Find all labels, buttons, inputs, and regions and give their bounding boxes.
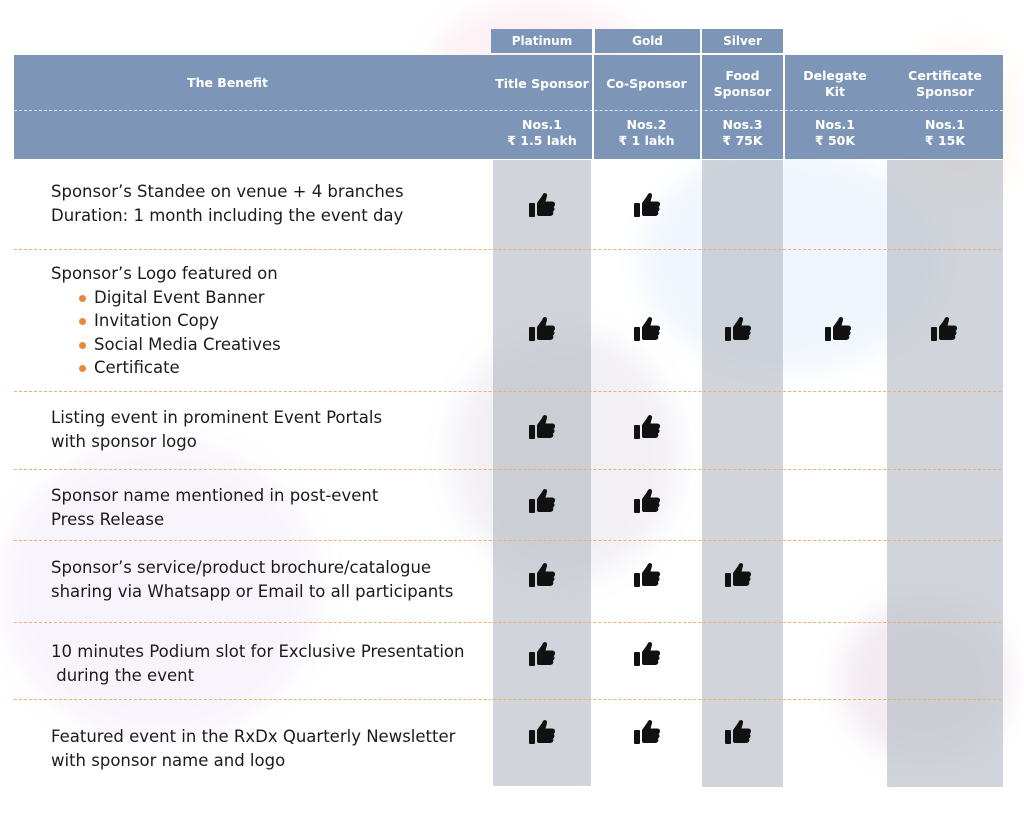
thumbs-up-icon (528, 316, 556, 342)
column-separator (783, 55, 785, 159)
column-separator (592, 29, 594, 159)
sponsor-type-label (490, 58, 594, 110)
row-divider (14, 391, 1001, 392)
benefit-bullet-item: Certificate (79, 356, 281, 380)
thumbs-up-icon (633, 316, 661, 342)
column-shade (493, 160, 591, 786)
row-divider (14, 622, 1001, 623)
sponsor-type-label (590, 58, 703, 110)
sponsor-price-info (702, 113, 783, 153)
row-divider (14, 249, 1001, 250)
column-shade (887, 160, 1003, 787)
sponsor-price: ₹ 1.5 lakh (507, 133, 577, 148)
sponsor-type-line: Sponsor (713, 84, 772, 99)
sponsor-count: Nos.1 (925, 117, 965, 132)
sponsor-price-info (493, 113, 591, 153)
benefit-text-line: Featured event in the RxDx Quarterly Newsletter (51, 727, 456, 746)
sponsor-count: Nos.1 (815, 117, 855, 132)
benefit-bullet-item: Digital Event Banner (79, 286, 281, 310)
sponsor-type-line: Title Sponsor (495, 76, 589, 91)
thumbs-up-icon (824, 316, 852, 342)
benefit-text-line: Press Release (51, 509, 165, 529)
thumbs-up-icon (724, 562, 752, 588)
benefit-column-label: The Benefit (187, 74, 268, 90)
sponsor-price: ₹ 1 lakh (618, 133, 675, 148)
thumbs-up-icon (724, 719, 752, 745)
sponsor-count: Nos.2 (626, 117, 667, 132)
column-shade (702, 160, 783, 787)
sponsor-type-label (699, 58, 786, 110)
thumbs-up-icon (724, 316, 752, 342)
sponsor-price: ₹ 15K (924, 133, 966, 148)
sponsor-type-line: Food (725, 68, 760, 83)
sponsor-price-info (785, 113, 885, 153)
thumbs-up-icon (633, 414, 661, 440)
benefit-text-line: 10 minutes Podium slot for Exclusive Presentation (51, 642, 465, 661)
sponsor-price-info (593, 113, 700, 153)
thumbs-up-icon (930, 316, 958, 342)
benefit-description (51, 484, 378, 531)
benefit-description (51, 406, 382, 453)
benefit-text-line: Sponsor’s Logo featured on (51, 264, 278, 283)
thumbs-up-icon (528, 488, 556, 514)
benefit-text-line: Sponsor’s Standee on venue + 4 branches (51, 182, 404, 201)
tier-silver: Silver (702, 29, 783, 53)
sponsor-price: ₹ 75K (722, 133, 763, 148)
thumbs-up-icon (633, 562, 661, 588)
benefit-text-line: during the event (51, 665, 195, 685)
benefit-text-line: with sponsor name and logo (51, 750, 286, 770)
tier-gold: Gold (595, 29, 700, 53)
benefit-text-line: with sponsor logo (51, 431, 197, 451)
benefit-text-line: sharing via Whatsapp or Email to all participants (51, 581, 454, 601)
tier-platinum: Platinum (491, 29, 593, 53)
benefit-bullet-list (51, 286, 281, 380)
benefit-bullet-item: Invitation Copy (79, 309, 281, 333)
benefit-bullet-item: Social Media Creatives (79, 333, 281, 357)
benefit-text-line: Duration: 1 month including the event day (51, 205, 404, 225)
benefit-description (51, 262, 281, 380)
thumbs-up-icon (633, 719, 661, 745)
row-divider (14, 469, 1001, 470)
benefit-description (51, 556, 453, 603)
row-divider (14, 699, 1001, 700)
sponsor-type-line: Co-Sponsor (606, 76, 687, 91)
thumbs-up-icon (528, 192, 556, 218)
sponsor-type-line: Delegate (803, 68, 867, 83)
benefit-text-line: Sponsor name mentioned in post-event (51, 486, 379, 505)
thumbs-up-icon (633, 488, 661, 514)
sponsor-count: Nos.3 (722, 117, 763, 132)
benefit-description (51, 640, 464, 687)
sponsor-type-label (782, 58, 888, 110)
sponsor-type-line: Kit (825, 84, 845, 99)
thumbs-up-icon (528, 719, 556, 745)
sponsor-type-label (884, 58, 1006, 110)
sponsor-type-line: Sponsor (916, 84, 974, 99)
benefit-text-line: Listing event in prominent Event Portals (51, 408, 383, 427)
benefit-text-line: Sponsor’s service/product brochure/catalogue (51, 558, 432, 577)
thumbs-up-icon (633, 641, 661, 667)
sponsor-type-line: Certificate (908, 68, 982, 83)
sponsor-price: ₹ 50K (814, 133, 856, 148)
column-separator (700, 29, 702, 159)
thumbs-up-icon (528, 562, 556, 588)
thumbs-up-icon (528, 641, 556, 667)
benefit-description (51, 725, 455, 772)
sponsor-price-info (887, 113, 1003, 153)
header-divider (14, 110, 1003, 111)
row-divider (14, 540, 1001, 541)
thumbs-up-icon (528, 414, 556, 440)
benefit-description (51, 180, 404, 227)
sponsor-count: Nos.1 (522, 117, 562, 132)
thumbs-up-icon (633, 192, 661, 218)
